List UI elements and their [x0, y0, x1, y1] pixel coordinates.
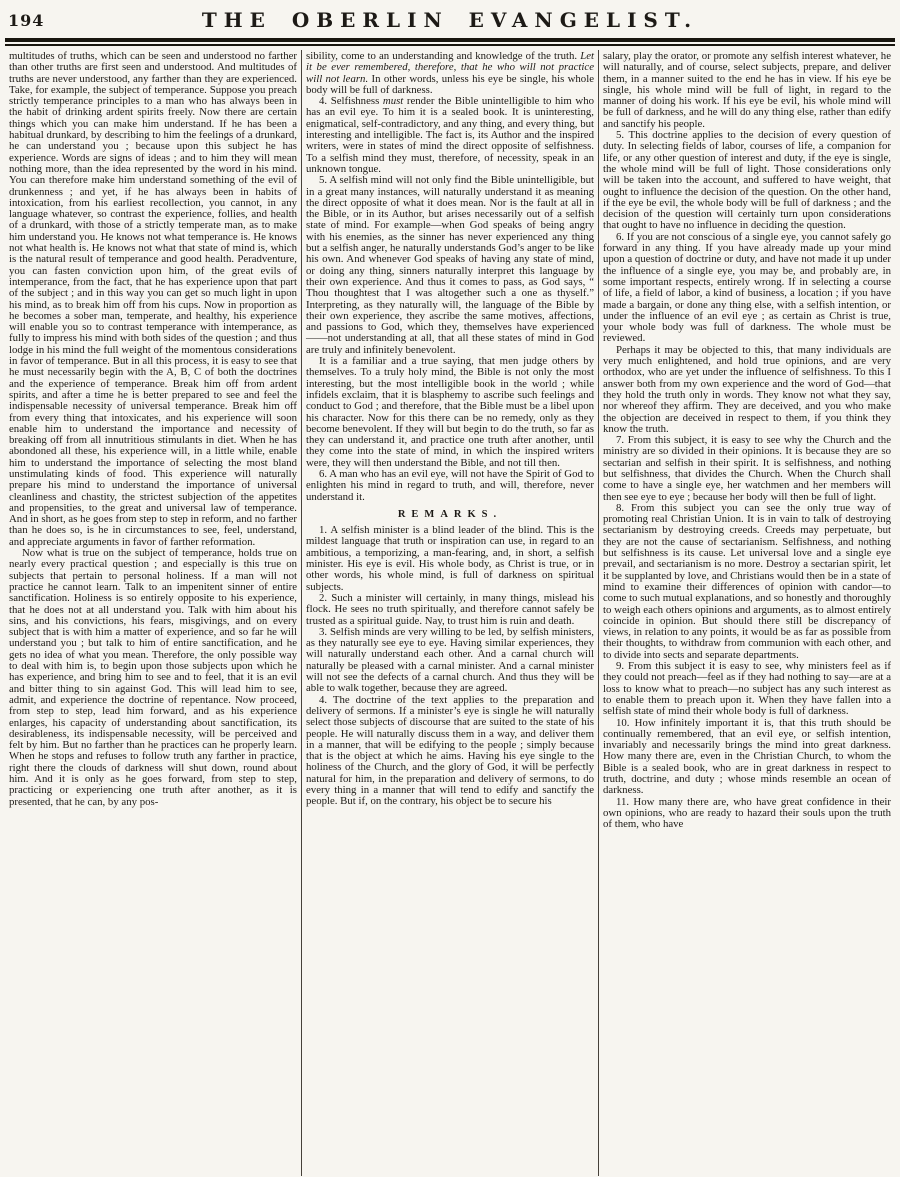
paragraph: Perhaps it may be objected to this, that many individuals are very much enlightened, and hold true opinions, and are very orthodox, who are yet under the influence of selfishness. To this I answer both from my own experience and the word of God—that they hold the truth only in words. They know not what they say, nor whereof they affirm. They are deceived, and you who make the objection are deceived in respect to them, if you think they know the truth. [603, 343, 891, 435]
paragraph: 4. The doctrine of the text applies to the preparation and delivery of sermons. If a minister’s eye is single he will naturally select those subjects of discourse that are suited to the state of his people. He will naturally discuss them in a way, and deliver them in a manner, that will be edifying to the people ; simply because that is the object at which he aims. Having his eye single to the holiness of the Church, and the glory of God, it will be perfectly natural for him, in the preparation and delivery of sermons, to do every thing in a manner that will tend to edify and sanctify the people. But if, on the contrary, his object be to secure his [306, 693, 594, 808]
paragraph: 5. This doctrine applies to the decision of every question of duty. In selecting fields of labor, courses of life, a companion for life, or any other question of interest and duty, if the eye is single, the whole mind will be full of light. Those considerations only will be taken into the account, and suffered to have weight, that ought to influence the decision of the question. On the other hand, if the eye be evil, the whole body will be full of darkness ; and the decision of the question will certainly turn upon considerations that ought to have no influence in deciding the question. [603, 129, 891, 232]
paragraph: 10. How infinitely important it is, that this truth should be continually remembered, that an evil eye, or selfish intention, invariably and necessarily brings the mind into great darkness. How many there are, even in the Christian Church, to whom the Bible is a sealed book, who are in great darkness in respect to truth, doctrine, and duty ; whose minds resemble an ocean of darkness. [603, 716, 891, 797]
paragraph: multitudes of truths, which can be seen and understood no farther than other truths are first seen and understood. And multitudes of truths are never understood, any farther than they are experienced. Take, for example, the subject of temperance. Suppose you preach strictly temperance principles to a man who has always been in the habit of drinking ardent spirits freely. Now there are certain things which you can make him understand. If he has been a habitual drunkard, by describing to him the feelings of a drunkard, he can understand you ; because upon this subject he has experience. Words are signs of ideas ; and to him they will mean nothing more, than the idea represented by the word in his mind. You can therefore make him understand something of the evil of drunkenness ; and yet, if he has always been in habits of intoxication, from his earliest recollection, you cannot, in any language whatever, so contrast the experience, follies, and health of a drunkard, with those of a strictly temperate man, as to make him understand you. He knows not what temperance is. He knows not what health is. He knows not what that state of mind is, which is the natural result of temperance and good health. Peradventure, you can fasten conviction upon him, of the great evils of intemperance, from the fact, that he has experience upon that part of the subject ; and in this way you can get so much light in upon his mind, as to break him off from his cups. Now in proportion as he becomes a sober man, temperate, and healthy, his experience will enable you so to contrast temperance with intemperance, as fully to impress his mind with both sides of the question ; and thus lodge in his mind the full weight of the momentous considerations in favor of temperance. But in all this process, it is easy to see that he must necessarily begin with the A, B, C of both the doctrines and the experience of temperance. Break him off from ardent spirits, and after a time he is better prepared to see and feel the indispensable necessity of universal temperance. Break him off from every thing that intoxicates, and his experience will soon enable him to understand the importance and necessity of breaking off from all innutritious stimulants in diet. When he has abondoned all these, his experience will, in a little while, enable him to understand the importance of selecting the most bland unstimulating kinds of food. This experience will naturally prepare his mind to understand the importance of universal cleanliness and chastity, the strictest subjection of the appetites and propensities, to the great and universal law of temperance. And in short, as he goes from step to step in reform, and no farther than he does so, is he in circumstances to see, feel, understand, and appreciate arguments in favor of farther reformation. [9, 50, 297, 548]
section-heading: REMARKS. [397, 508, 503, 520]
paragraph: 5. A selfish mind will not only find the Bible unintelligible, but in a great many instances, will naturally understand it as meaning the direct opposite of what it does mean. Nor is the fault at all in the Bible, or in its Author, but arises necessarily out of a selfish state of mind. For example—when God speaks of being angry with his enemies, as the sinner has never experienced any thing but a selfish anger, he naturally understands God’s anger to be like his own. And whenever God speaks of having any state of mind, or doing any thing, sinners naturally interpret this language by their own experience. And thus it comes to pass, as God says, “ Thou thoughtest that I was altogether such a one as thyself.” Interpreting, as they naturally will, the language of the Bible by their own experience, they ascribe the same motives, affections, and passions to God, which they, themselves have experienced——not understanding at all, that all these states of mind in God are truly and infinitely benevolent. [306, 174, 594, 356]
header-rule [5, 38, 895, 46]
paragraph: 1. A selfish minister is a blind leader of the blind. This is the mildest language that truth or inspiration can use, in regard to an ambitious, a temporizing, a man-fearing, and, in short, a selfish minister. His eye is evil. His whole body, as Christ is true, or in other words, his whole mind, is full of darkness on spiritual subjects. [306, 524, 594, 593]
column-1 [5, 50, 301, 1176]
paragraph: Now what is true on the subject of temperance, holds true on nearly every practical question ; and especially is this true on subjects that pertain to personal holiness. If a man will not practice he cannot learn. Talk to an impenitent sinner of entire sanctification. Holiness is so entirely opposite to his experience, that he does not at all understand you. Talk with him about his sins, and his convictions, his fears, misgivings, and on every subject that is with him a matter of experience, and so far he will understand you ; but talk to him of entire sanctification, and he gets no idea of what you mean. Therefore, the only possible way to deal with him is, to begin upon those subjects upon which he has experience, and bring him to see and to feel, that it is an evil and bitter thing to sin against God. This will lead him to see, admit, and experience the doctrine of repentance. Now proceed, from step to step, lead him forward, and as his experience enlarges, his capacity of understanding about sanctification, its desirableness, its indispensable necessity, will be perceived and felt by him. But no farther than he practices can he properly learn. When he stops and refuses to follow truth any farther in practice, right there the clouds of darkness will shut down, round about him. And it is only as he goes forward, from step to step, practicing or experiencing one truth after another, as it is presented, that he can, by any pos- [9, 547, 297, 808]
page-number: 194 [8, 11, 45, 30]
article-columns [5, 50, 895, 1176]
paragraph: salary, play the orator, or promote any selfish interest whatever, he will naturally, and of course, select subjects, prepare, and deliver them, in a manner suited to the end he has in view. If his eye be single, his whole mind will be full of light, in regard to the manner of doing his work. If his eye be evil, his whole mind will be full of darkness, and he will do any thing else, rather than edify and sanctify his people. [603, 50, 891, 130]
paragraph: 6. If you are not conscious of a single eye, you cannot safely go forward in any thing. If you have already made up your mind upon a question of doctrine or duty, and have not made it up under the influence of a single eye, you may be, and probably are, in some important respects, entirely wrong. If in selecting a course of life, a field of labor, a kind of business, a location ; if you have made a bargain, or done any thing else, with a selfish intention, or under the influence of an evil eye ; as certain as Christ is true, your whole body was full of darkness. The whole must be reviewed. [603, 230, 891, 345]
paragraph: It is a familiar and a true saying, that men judge others by themselves. To a truly holy mind, the Bible is not only the most interesting, but the most intelligible book in the world ; while infidels exclaim, that it is blasphemy to ascribe such feelings and conduct to God ; and therefore, that the Bible must be a libel upon his character. Now for this there can be no remedy, only as they become benevolent. If they will but begin to do the truth, so far as they can understand it, and practice one truth after another, until they come into the state of mind, in which the inspired writers were, they will then understand the Bible, and not till then. [306, 355, 594, 469]
paragraph: 9. From this subject it is easy to see, why ministers feel as if they could not preach—feel as if they had nothing to say—are at a loss to know what to preach—no subject has any such interest as to enable them to preach upon it. When they have fallen into a selfish state of mind their whole body is full of darkness. [603, 660, 891, 718]
paragraph: 2. Such a minister will certainly, in many things, mislead his flock. He sees no truth spiritually, and therefore cannot safely be trusted as a spiritual guide. Nay, to trust him is ruin and death. [306, 591, 594, 627]
paragraph: 11. How many there are, who have great confidence in their own opinions, who are ready to hazard their souls upon the truth of them, who have [603, 795, 891, 831]
paragraph: 4. Selfishness must render the Bible unintelligible to him who has an evil eye. To him it is a sealed book. It is uninteresting, enigmatical, self-contradictory, and any thing, and every thing, but interesting and intelligible. The fact is, its Author and the inspired writers, were in states of mind the direct opposite of selfishness. To a selfish mind they must, therefore, of necessity, speak in an unknown tongue. [306, 95, 594, 175]
column-2 [302, 50, 598, 1176]
masthead-title: THE OBERLIN EVANGELIST. [201, 8, 699, 32]
column-3 [599, 50, 895, 1176]
paragraph: 8. From this subject you can see the only true way of promoting real Christian Union. It is in vain to talk of destroying sectarianism by destroying creeds. Creeds may perpetuate, but they are not the cause of sectarianism. Selfishness, and nothing but selfishness is its cause. Let universal love and a single eye prevail, and sectarianism is no more. Destroy a sectarian spirit, let it be supplanted by love, and Christians would then be in a state of mind to examine their differences of opinion with candor—to come to such mutual explanations, and so honestly and thoroughly to weigh each others opinions and arguments, as to almost entirely coincide in opinion. But should there still be discrepancy of views, in relation to any points, it would be as far as possible from their thoughts, to withdraw from communion with each other, and to divide into sects and separate departments. [603, 501, 891, 661]
paragraph: 6. A man who has an evil eye, will not have the Spirit of God to enlighten his mind in regard to truth, and will, therefore, never understand it. [306, 467, 594, 503]
paragraph: 7. From this subject, it is easy to see why the Church and the ministry are so divided in their opinions. It is because they are so sectarian and selfish in their spirit. It is selfishness, and nothing but selfishness, that divides the Church. When the Church shall come to have a single eye, her watchmen and her members will then see eye to eye ; because her body will then be full of light. [603, 434, 891, 503]
paragraph: 3. Selfish minds are very willing to be led, by selfish ministers, as they naturally see eye to eye. Having similar experiences, they will naturally understand each other. And a carnal church will naturally be pleased with a carnal minister. And a carnal minister will not see the defects of a carnal church. And thus they will be able to walk together, because they are agreed. [306, 625, 594, 695]
page-header [5, 5, 895, 35]
paragraph: sibility, come to an understanding and knowledge of the truth. Let it be ever remembered, therefore, that he who will not practice will not learn. In other words, unless his eye be single, his whole body will be full of darkness. [306, 50, 594, 96]
